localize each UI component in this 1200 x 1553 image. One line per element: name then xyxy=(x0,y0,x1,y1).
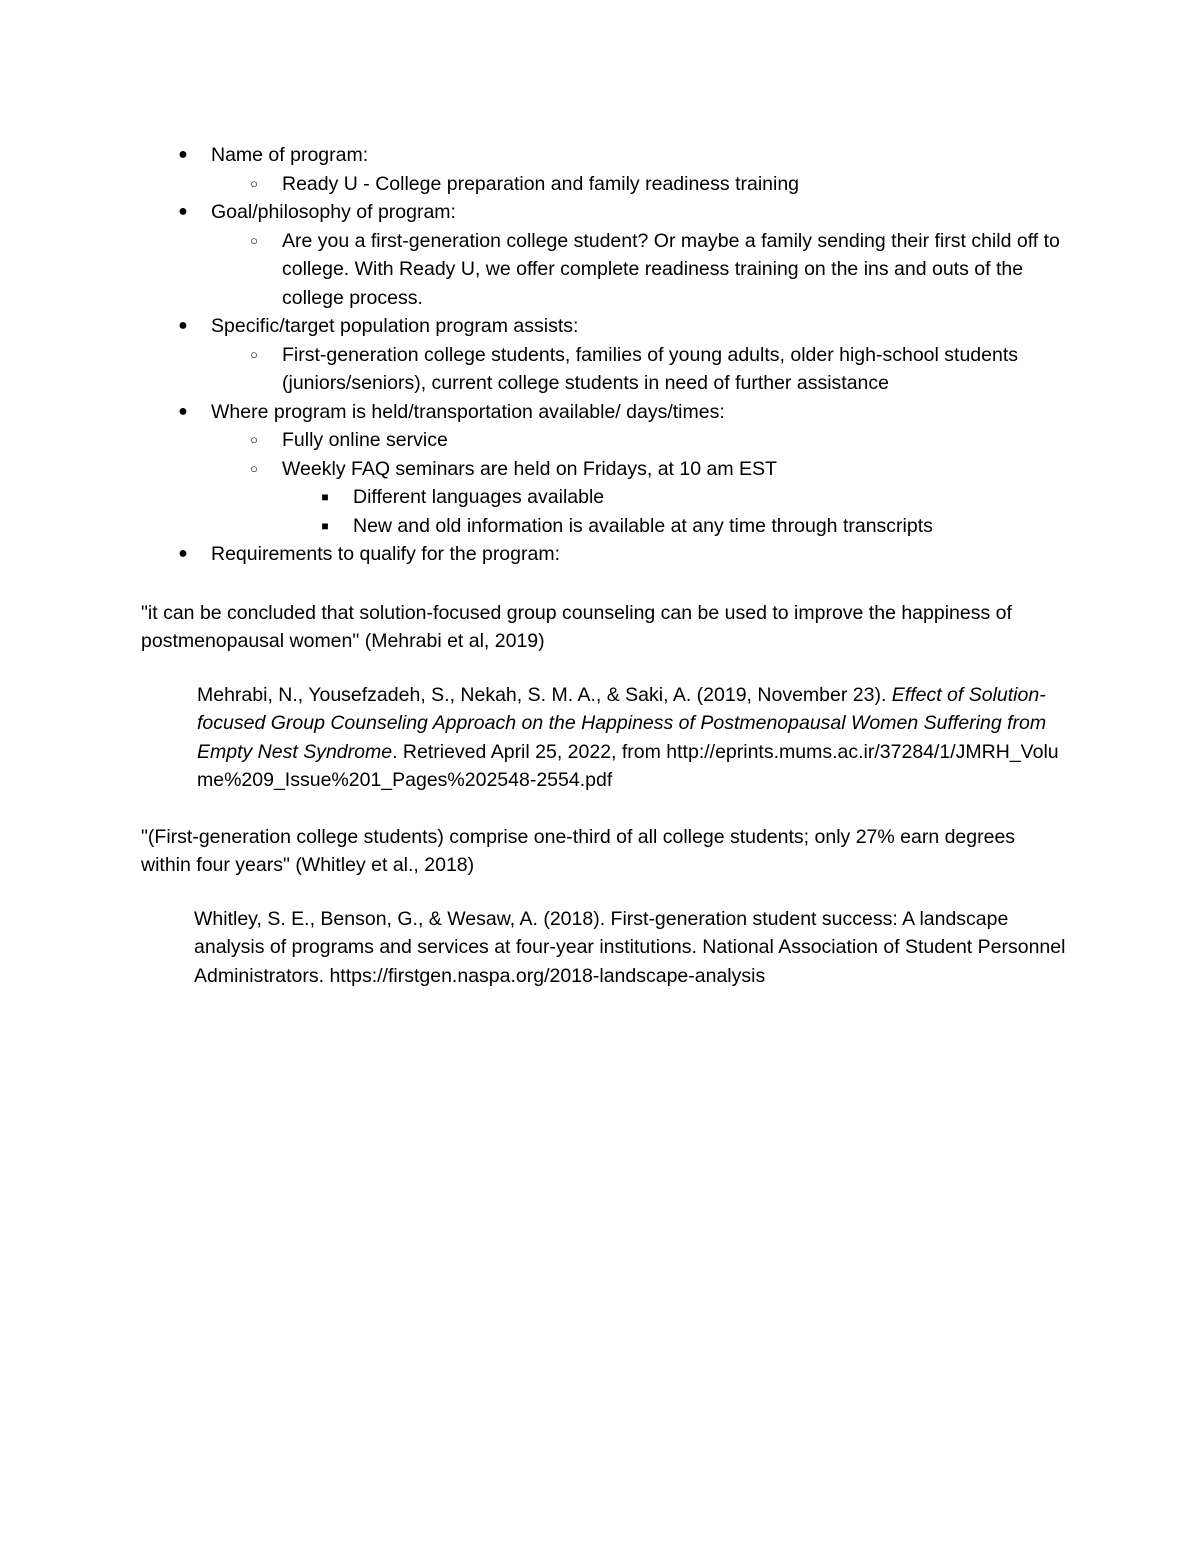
bullet-square-icon: ■ xyxy=(321,490,329,504)
list-item: ○ First-generation college students, families of young adults, older high-school students (juniors/seniors), current college students in need of further assistance xyxy=(141,341,1066,398)
document-body xyxy=(141,141,1066,990)
list-item: ■ New and old information is available at any time through transcripts xyxy=(141,512,1066,541)
list-item: ● Goal/philosophy of program: xyxy=(141,198,1066,227)
bullet-circle-icon: ○ xyxy=(250,346,258,362)
list-item: ○ Ready U - College preparation and family readiness training xyxy=(141,170,1066,199)
bullet-disc-icon: ● xyxy=(178,146,188,163)
reference-whitley: Whitley, S. E., Benson, G., & Wesaw, A. (2018). First-generation student success: A landscape analysis of programs and services at four-year institutions. National Association of Student Personnel Administrators. https://firstgen.naspa.org/2018-landscape-analysis xyxy=(194,907,1066,987)
program-outline xyxy=(141,141,1066,569)
bullet-disc-icon: ● xyxy=(178,317,188,334)
bullet-disc-icon: ● xyxy=(178,203,188,220)
bullet-circle-icon: ○ xyxy=(250,460,258,476)
list-item: ■ Different languages available xyxy=(141,483,1066,512)
bullet-circle-icon: ○ xyxy=(250,175,258,191)
list-item: ○ Weekly FAQ seminars are held on Fridays, at 10 am EST xyxy=(141,455,1066,484)
bullet-disc-icon: ● xyxy=(178,545,188,562)
reference-mehrabi: Mehrabi, N., Yousefzadeh, S., Nekah, S. M. A., & Saki, A. (2019, November 23). Effect of Solution-focused Group Counseling Approach on the Happiness of Postmenopausal Women Suffering from Empty Nest Syndrome. Retrieved April 25, 2022, from http://eprints.mums.ac.ir/37284/1/JMRH_Volume%209_Issue%201_Pages%202548-2554.pdf xyxy=(197,683,1059,791)
quote-mehrabi: "it can be concluded that solution-focused group counseling can be used to improve the happiness of postmenopausal women" (Mehrabi et al, 2019) xyxy=(141,601,1012,652)
bullet-square-icon: ■ xyxy=(321,518,329,533)
bullet-circle-icon: ○ xyxy=(250,232,258,248)
list-item: ● Specific/target population program assists: xyxy=(141,312,1066,341)
list-item: ○ Are you a first-generation college student? Or maybe a family sending their first child off to college. With Ready U, we offer complete readiness training on the ins and outs of the college process. xyxy=(141,227,1066,313)
bullet-disc-icon: ● xyxy=(178,402,188,420)
list-item: ● Requirements to qualify for the program: xyxy=(141,540,1066,569)
list-item: ● Where program is held/transportation available/ days/times: xyxy=(141,398,1066,427)
quote-whitley: "(First-generation college students) comprise one-third of all college students; only 27% earn degrees within four years" (Whitley et al., 2018) xyxy=(141,825,1016,876)
list-item: ● Name of program: xyxy=(141,141,1066,170)
bullet-circle-icon: ○ xyxy=(250,432,258,447)
reference-title: Effect of Solution-focused Group Counseling Approach on the Happiness of Postmenopausal Women Suffering from Empty Nest Syndrome xyxy=(197,683,1047,763)
list-item: ○ Fully online service xyxy=(141,426,1066,455)
